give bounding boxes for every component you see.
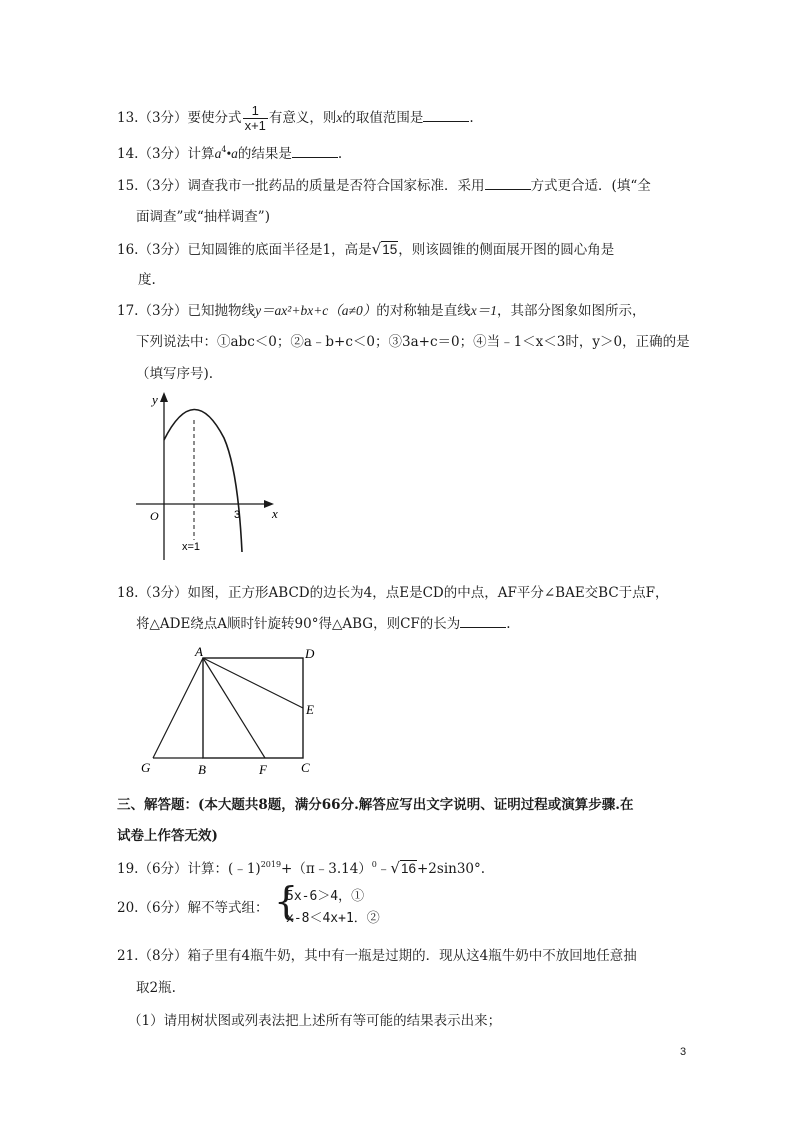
label-d: D (305, 646, 315, 661)
square-figure (135, 642, 335, 782)
q14-suffix: 的结果是 (237, 146, 292, 162)
graph-tick-3: 3 (234, 509, 241, 521)
inequality-1: 5x-6＞4，① (286, 889, 365, 904)
q19-prefix: 19.（6分）计算：(﹣1) (117, 861, 261, 877)
q13-prefix: 13.（3分）要使分式 (117, 110, 242, 126)
graph-axis-label: x=1 (182, 541, 201, 553)
question-21-line2: 取2瓶. (136, 980, 176, 996)
question-13 (117, 104, 474, 133)
sqrt-symbol: √ (390, 859, 400, 877)
question-14 (117, 144, 342, 164)
question-20-prefix: 20.（6分）解不等式组： (117, 900, 269, 916)
page-number: 3 (680, 1046, 687, 1058)
question-21-line1: 21.（8分）箱子里有4瓶牛奶，其中有一瓶是过期的．现从这4瓶牛奶中不放回地任意抽 (117, 948, 637, 964)
q17-axis: x＝1 (470, 303, 497, 318)
section-3-heading-line2: 试卷上作答无效) (117, 828, 218, 844)
q19-minus: ﹣ (376, 861, 391, 877)
label-f: F (259, 762, 267, 777)
q19-mid: +（π﹣3.14） (281, 861, 372, 877)
section-3-heading-line1: 三、解答题：(本大题共8题，满分66分.解答应写出文字说明、证明过程或演算步骤.在 (117, 797, 634, 813)
q16-sqrt: 15 (382, 242, 398, 257)
q19-exp2: 0 (371, 860, 377, 869)
question-17-line2: 下列说法中：①abc＜0；②a﹣b+c＜0；③3a+c＝0；④当﹣1＜x＜3时，y＞0，正确的是 (136, 334, 690, 350)
q16-suffix: ，则该圆锥的侧面展开图的圆心角是 (398, 242, 615, 258)
segment-ag (153, 658, 203, 758)
q13-var: x (336, 110, 343, 125)
q18-end: . (506, 616, 511, 632)
question-15-line2: 面调查”或“抽样调查”) (136, 209, 270, 225)
q13-suffix: 的取值范围是 (342, 110, 424, 126)
question-16 (117, 239, 614, 260)
q17-eq: y＝ax²+bx+c（a≠0） (255, 303, 377, 318)
q16-line2-text: 度. (138, 272, 156, 288)
question-19 (117, 858, 485, 879)
q13-answer-blank (423, 108, 469, 122)
label-c: C (301, 760, 310, 775)
sqrt-symbol: √ (371, 240, 382, 258)
label-g: G (141, 760, 151, 775)
q14-answer-blank (292, 144, 338, 158)
q19-exp1: 2019 (260, 860, 282, 869)
y-axis-arrow (160, 392, 168, 402)
label-a: A (195, 644, 203, 659)
question-15-line1 (117, 176, 651, 196)
q13-frac-den: x+1 (244, 118, 266, 133)
q18-answer-blank (460, 614, 506, 628)
question-18-line2 (136, 614, 511, 634)
q19-suffix: +2sin30°. (416, 861, 486, 877)
q17-suffix: 的对称轴是直线 (376, 303, 471, 319)
q14-expr2: •a (226, 146, 238, 161)
graph-y-label: y (152, 392, 158, 407)
system-brace: { (274, 879, 299, 923)
q14-prefix: 14.（3分）计算 (117, 146, 215, 162)
q15-suffix: 方式更合适．(填“全 (530, 178, 651, 194)
q16-prefix: 16.（3分）已知圆锥的底面半径是1，高是 (117, 242, 372, 258)
q14-end: . (337, 146, 343, 162)
parabola-curve (164, 409, 242, 552)
q13-end: . (469, 110, 474, 126)
parabola-graph (130, 390, 290, 560)
q17-end: ，其部分图象如图所示， (496, 303, 646, 319)
q14-expr: a (214, 146, 222, 161)
graph-origin-label: O (150, 509, 159, 523)
graph-x-label: x (272, 506, 278, 521)
question-21-part1: （1）请用树状图或列表法把上述所有等可能的结果表示出来； (128, 1013, 502, 1029)
question-17-line3: （填写序号). (136, 366, 214, 382)
q18-prefix: 将△ADE绕点A顺时针旋转90°得△ABG，则CF的长为 (136, 616, 461, 632)
inequality-2: x-8＜4x+1．② (286, 911, 380, 926)
square-abcd (203, 658, 303, 758)
question-17-line1 (117, 301, 645, 321)
q15-prefix: 15.（3分）调查我市一批药品的质量是否符合国家标准．采用 (117, 178, 485, 194)
question-16-line2 (136, 270, 156, 290)
label-b: B (198, 762, 206, 777)
q17-prefix: 17.（3分）已知抛物线 (117, 303, 256, 319)
q19-sqrt: 16 (400, 861, 416, 876)
q15-answer-blank (485, 176, 531, 190)
q13-fraction (243, 104, 268, 133)
q13-frac-num: 1 (243, 104, 268, 119)
label-e: E (306, 702, 314, 717)
q14-exp: 4 (221, 145, 227, 154)
q13-mid: 有意义，则 (268, 110, 337, 126)
question-18-line1: 18.（3分）如图，正方形ABCD的边长为4，点E是CD的中点，AF平分∠BAE交BC于点F， (117, 585, 669, 601)
